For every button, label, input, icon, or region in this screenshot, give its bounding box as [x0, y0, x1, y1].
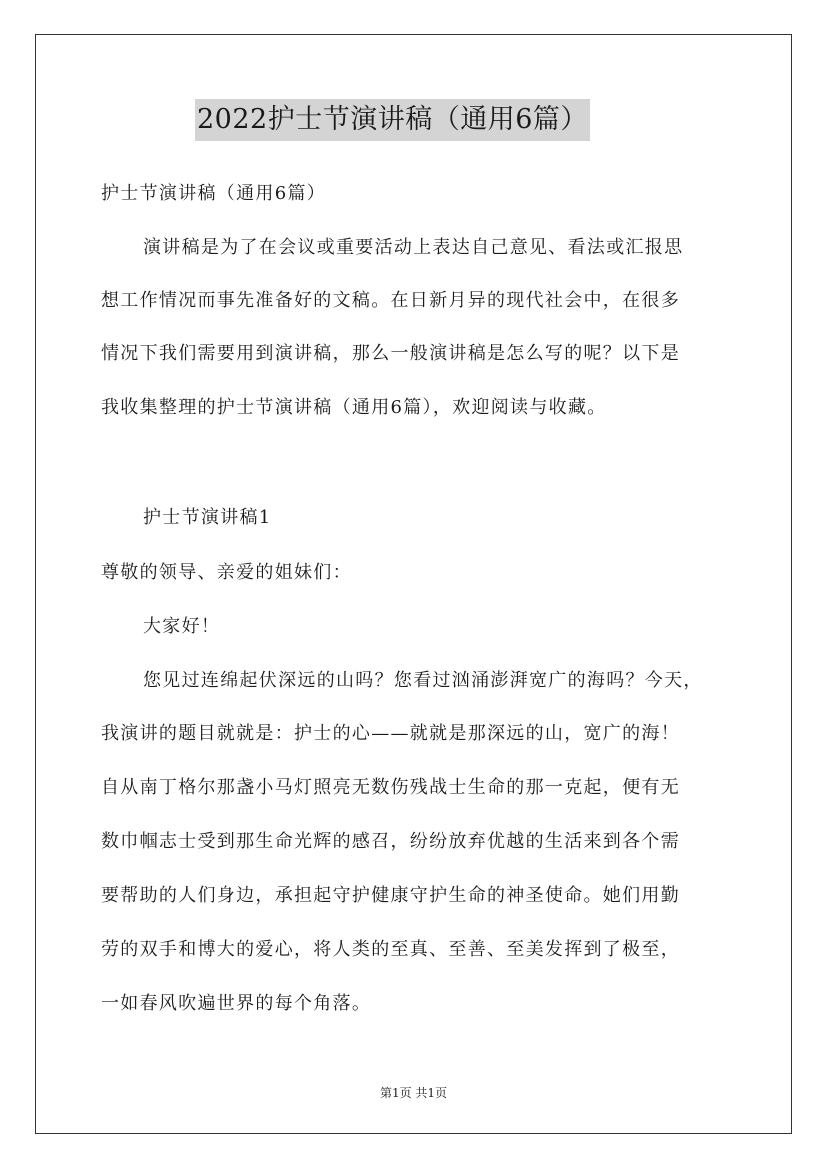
intro-line-4: 我收集整理的护士节演讲稿（通用6篇），欢迎阅读与收藏。	[101, 397, 607, 418]
page-footer: 第1页 共1页	[379, 1086, 448, 1100]
intro-line-1: 演讲稿是为了在会议或重要活动上表达自己意见、看法或汇报思	[143, 237, 684, 258]
intro-line-2: 想工作情况而事先准备好的文稿。在日新月异的现代社会中，在很多	[101, 290, 680, 311]
greeting: 大家好！	[143, 616, 221, 637]
body-line-4: 数巾帼志士受到那生命光辉的感召，纷纷放弃优越的生活来到各个需	[101, 831, 680, 852]
document-title: 2022护士节演讲稿（通用6篇）	[195, 99, 590, 141]
body-line-3: 自从南丁格尔那盏小马灯照亮无数伤残战士生命的那一克起，便有无	[101, 777, 680, 798]
body-line-2: 我演讲的题目就就是：护士的心——就就是那深远的山，宽广的海！	[101, 723, 680, 744]
body-line-1: 您见过连绵起伏深远的山吗？您看过汹涌澎湃宽广的海吗？今天，	[143, 670, 703, 691]
salutation: 尊敬的领导、亲爱的姐妹们：	[101, 562, 352, 583]
section-heading: 护士节演讲稿1	[143, 507, 272, 528]
document-subtitle: 护士节演讲稿（通用6篇）	[101, 183, 327, 204]
body-line-5: 要帮助的人们身边，承担起守护健康守护生命的神圣使命。她们用勤	[101, 885, 680, 906]
intro-line-3: 情况下我们需要用到演讲稿，那么一般演讲稿是怎么写的呢？以下是	[101, 343, 680, 364]
body-line-6: 劳的双手和博大的爱心，将人类的至真、至善、至美发挥到了极至，	[101, 939, 680, 960]
body-line-7: 一如春风吹遍世界的每个角落。	[101, 993, 372, 1014]
